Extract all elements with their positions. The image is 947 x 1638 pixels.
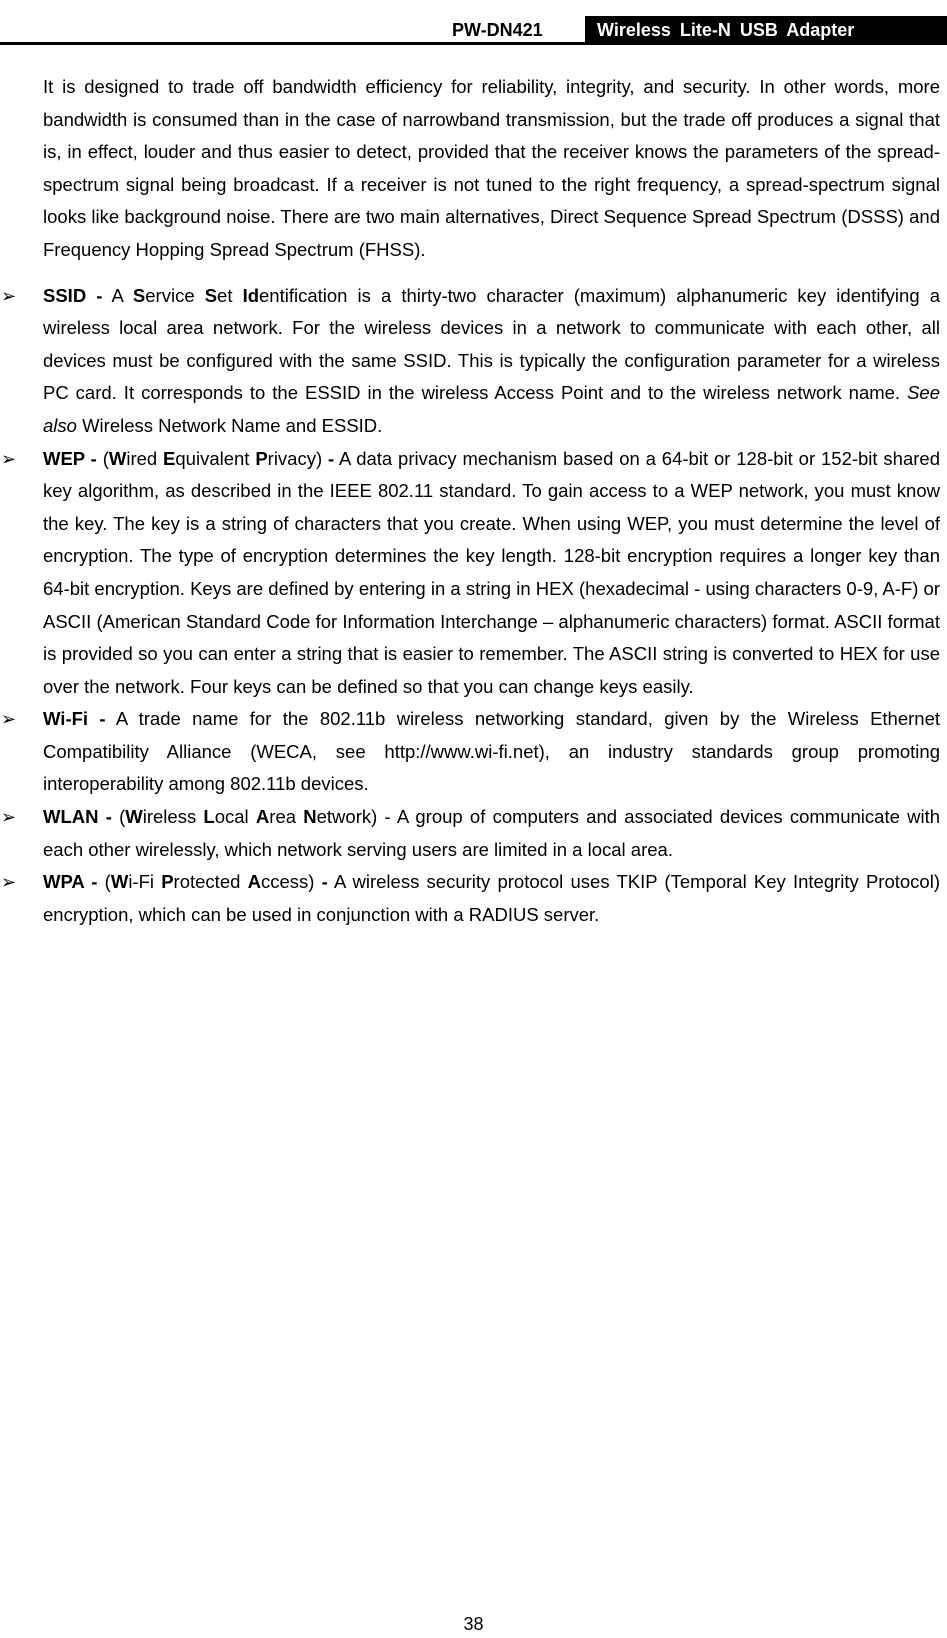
bullet-arrow-icon: ➢ — [1, 872, 17, 893]
header-model: PW-DN421 — [452, 20, 543, 40]
term-title: WEP - — [43, 447, 97, 469]
intro-paragraph: It is designed to trade off bandwidth efficiency for reliability, integrity, and security. In other words, more bandwidth is consumed than in the case of narrowband transmission, but the trade off produces a signal that is, in effect, louder and thus easier to detect, provided that the receiver knows the parameters of the spread-spectrum signal being broadcast. If a receiver is not tuned to the right frequency, a spread-spectrum signal looks like background noise. There are two main alternatives, Direct Sequence Spread Spectrum (DSSS) and Frequency Hopping Spread Spectrum (FHSS). — [43, 76, 940, 260]
see-also: See also — [43, 382, 940, 436]
page-content — [1, 71, 941, 931]
term-wep: ➢ WEP - (Wired Equivalent Privacy) - A data privacy mechanism based on a 64-bit or 128-bit or 152-bit shared key algorithm, as described in the IEEE 802.11 standard. To gain access to a WEP network, you must know the key. The key is a string of characters that you create. When using WEP, you must determine the level of encryption. The type of encryption determines the key length. 128-bit encryption requires a longer key than 64-bit encryption. Keys are defined by entering in a string in HEX (hexadecimal - using characters 0-9, A-F) or ASCII (American Standard Code for Information Interchange – alphanumeric characters) format. ASCII format is provided so you can enter a string that is easier to remember. The ASCII string is converted to HEX for use over the network. Four keys can be defined so that you can change keys easily. — [43, 443, 940, 704]
term-wpa: ➢ WPA - (Wi-Fi Protected Access) - A wireless security protocol uses TKIP (Temporal Key Integrity Protocol) encryption, which can be used in conjunction with a RADIUS server. — [43, 866, 940, 931]
bullet-arrow-icon: ➢ — [1, 448, 17, 469]
header-product: Wireless Lite-N USB Adapter — [585, 16, 947, 44]
bullet-arrow-icon: ➢ — [1, 807, 17, 828]
term-title: WLAN - — [43, 806, 112, 828]
term-wlan: ➢ WLAN - (Wireless Local Area Network) - A group of computers and associated devices communicate with each other wirelessly, which network serving users are limited in a local area. — [43, 801, 940, 866]
header-rule — [0, 42, 947, 45]
term-title: Wi-Fi - — [43, 708, 106, 730]
page-header — [0, 0, 947, 46]
page-number: 38 — [463, 1614, 484, 1634]
term-title: SSID - — [43, 284, 103, 306]
term-wifi: ➢ Wi-Fi - A trade name for the 802.11b wireless networking standard, given by the Wireless Ethernet Compatibility Alliance (WECA, see http://www.wi-fi.net), an industry standards group promoting interoperability among 802.11b devices. — [43, 703, 940, 801]
term-title: WPA - — [43, 871, 98, 893]
term-ssid: ➢ SSID - A Service Set Identification is a thirty-two character (maximum) alphanumeric key identifying a wireless local area network. For the wireless devices in a network to communicate with each other, all devices must be configured with the same SSID. This is typically the configuration parameter for a wireless PC card. It corresponds to the ESSID in the wireless Access Point and to the wireless network name. See also Wireless Network Name and ESSID. — [43, 280, 940, 443]
bullet-arrow-icon: ➢ — [1, 285, 17, 306]
bullet-arrow-icon: ➢ — [1, 709, 17, 730]
